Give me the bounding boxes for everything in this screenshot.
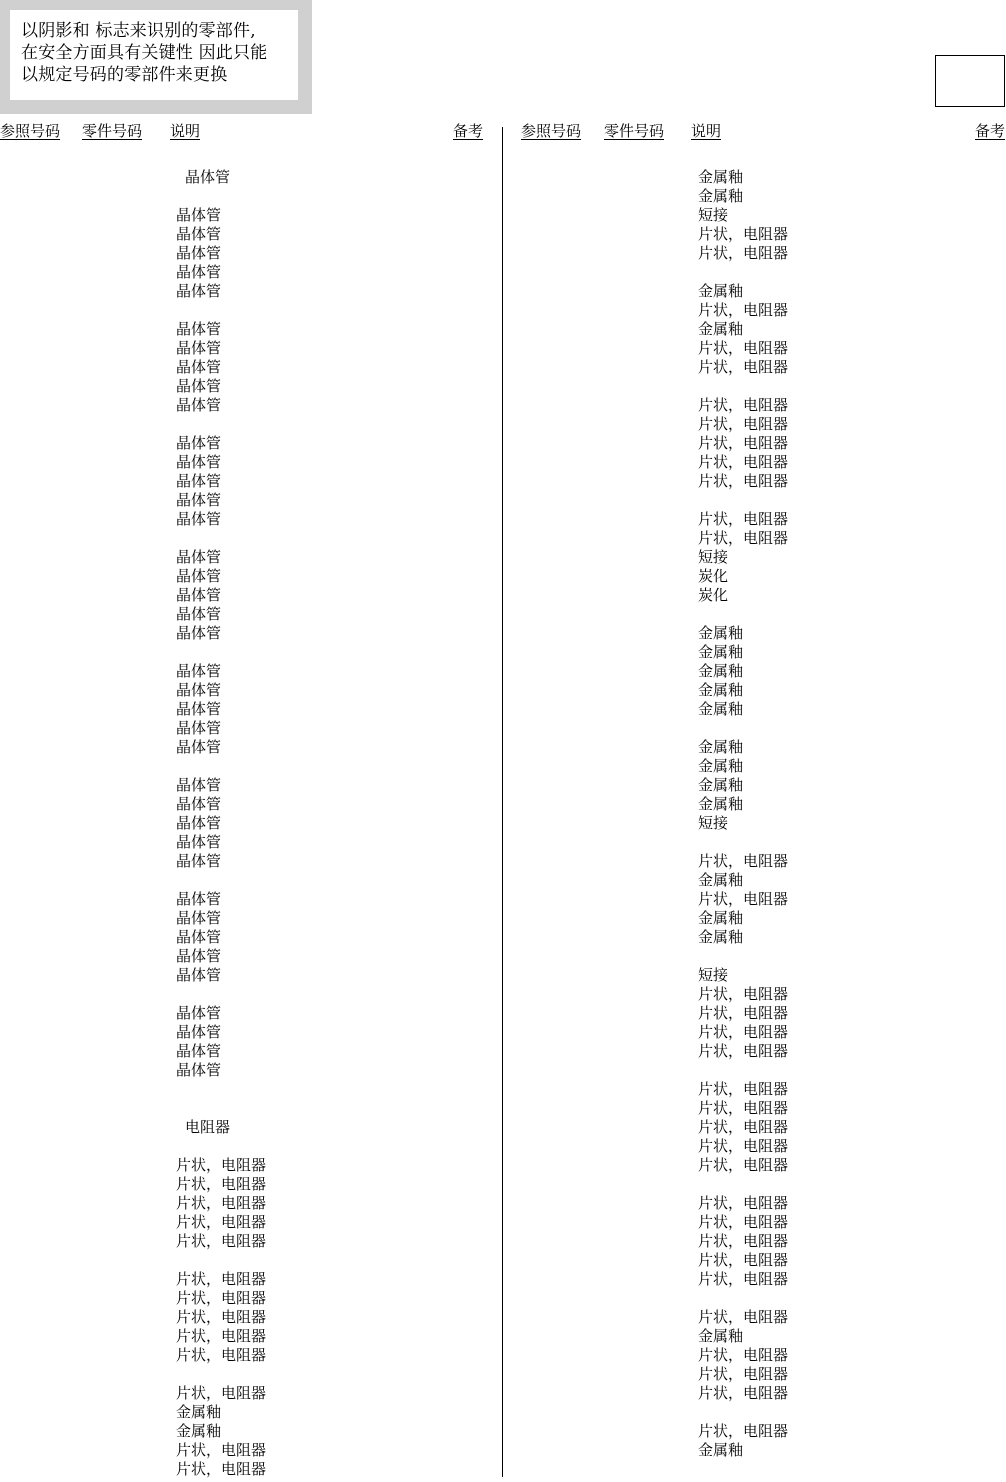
list-item: 片状，电阻器	[698, 1270, 789, 1288]
list-item: 片状，电阻器	[698, 1023, 789, 1041]
list-spacer	[176, 1251, 266, 1270]
list-item: 片状，电阻器	[698, 1251, 789, 1269]
list-item: 片状，电阻器	[698, 1232, 789, 1250]
list-item: 片状，电阻器	[698, 1004, 789, 1022]
list-item: 晶体管	[176, 852, 222, 870]
list-item: 晶体管	[176, 567, 222, 585]
list-spacer	[698, 719, 788, 738]
list-item: 金属釉	[698, 282, 744, 300]
list-item: 晶体管	[176, 548, 222, 566]
list-spacer	[698, 1403, 788, 1422]
list-item: 晶体管	[176, 377, 222, 395]
list-item: 片状，电阻器	[176, 1308, 267, 1326]
list-spacer	[176, 529, 266, 548]
list-item: 片状，电阻器	[176, 1384, 267, 1402]
right-header-description: 说明	[691, 122, 722, 140]
list-spacer	[698, 263, 788, 282]
list-item: 晶体管	[176, 282, 222, 300]
list-item: 金属釉	[698, 643, 744, 661]
list-spacer	[176, 1080, 266, 1099]
list-item: 金属釉	[176, 1422, 222, 1440]
list-item: 晶体管	[176, 491, 222, 509]
list-item: 片状，电阻器	[698, 1156, 789, 1174]
list-item: 晶体管	[176, 1004, 222, 1022]
safety-notice-text	[10, 10, 298, 100]
page-number-box	[935, 55, 1005, 107]
list-item: 金属釉	[698, 187, 744, 205]
list-item: 晶体管	[176, 434, 222, 452]
notice-line-3: 以规定号码的零部件来更换	[21, 65, 228, 85]
list-item: 金属釉	[698, 871, 744, 889]
list-item: 晶体管	[176, 510, 222, 528]
list-item: 晶体管	[176, 339, 222, 357]
list-item: 片状，电阻器	[698, 1422, 789, 1440]
list-item: 片状，电阻器	[176, 1232, 267, 1250]
left-header-ref-no: 参照号码	[0, 122, 61, 140]
list-item: 片状，电阻器	[698, 1384, 789, 1402]
list-spacer	[698, 1289, 788, 1308]
list-item: 晶体管	[176, 206, 222, 224]
list-item: 晶体管	[176, 700, 222, 718]
list-item: 晶体管	[176, 890, 222, 908]
list-item: 金属釉	[698, 168, 744, 186]
list-spacer	[698, 947, 788, 966]
list-spacer	[176, 415, 266, 434]
list-item: 晶体管	[176, 1061, 222, 1079]
list-item: 晶体管	[176, 586, 222, 604]
list-item: 片状，电阻器	[176, 1441, 267, 1459]
list-item: 晶体管	[176, 396, 222, 414]
list-spacer	[176, 187, 266, 206]
right-header-part-no: 零件号码	[604, 122, 665, 140]
notice-line-2: 在安全方面具有关键性 因此只能	[21, 43, 268, 63]
list-item: 片状，电阻器	[698, 358, 789, 376]
left-header-description: 说明	[170, 122, 201, 140]
list-item: 片状，电阻器	[698, 1194, 789, 1212]
list-item: 片状，电阻器	[698, 1080, 789, 1098]
list-item: 片状，电阻器	[176, 1460, 267, 1478]
list-item: 片状，电阻器	[698, 301, 789, 319]
list-item: 晶体管	[176, 833, 222, 851]
list-item: 片状，电阻器	[698, 1308, 789, 1326]
list-item: 晶体管	[176, 453, 222, 471]
list-item: 片状，电阻器	[698, 985, 789, 1003]
list-item: 晶体管	[176, 814, 222, 832]
list-item: 金属釉	[698, 795, 744, 813]
list-item: 片状，电阻器	[176, 1213, 267, 1231]
list-item: 金属釉	[698, 757, 744, 775]
list-item: 片状，电阻器	[698, 529, 789, 547]
list-item: 片状，电阻器	[698, 852, 789, 870]
list-item: 晶体管	[176, 909, 222, 927]
list-item: 晶体管	[176, 662, 222, 680]
list-spacer	[176, 757, 266, 776]
list-item: 晶体管	[176, 263, 222, 281]
column-divider	[502, 127, 503, 1477]
list-item: 金属釉	[698, 776, 744, 794]
list-spacer	[176, 1099, 266, 1118]
list-item: 晶体管	[176, 966, 222, 984]
list-spacer	[176, 871, 266, 890]
list-item: 炭化	[698, 567, 729, 585]
left-header-remarks: 备考	[453, 122, 484, 140]
list-spacer	[176, 643, 266, 662]
list-item: 金属釉	[698, 1327, 744, 1345]
list-item: 晶体管	[176, 244, 222, 262]
list-item: 片状，电阻器	[698, 1346, 789, 1364]
right-header-remarks: 备考	[975, 122, 1006, 140]
section-heading: 晶体管	[185, 168, 231, 186]
list-item: 炭化	[698, 586, 729, 604]
list-item: 晶体管	[176, 472, 222, 490]
list-item: 片状，电阻器	[698, 453, 789, 471]
list-item: 片状，电阻器	[698, 415, 789, 433]
list-item: 金属釉	[698, 624, 744, 642]
list-item: 金属釉	[698, 681, 744, 699]
list-spacer	[176, 1365, 266, 1384]
notice-line-1: 以阴影和 标志来识别的零部件,	[21, 21, 256, 41]
list-item: 短接	[698, 966, 729, 984]
list-item: 晶体管	[176, 738, 222, 756]
list-item: 片状，电阻器	[698, 1137, 789, 1155]
list-item: 晶体管	[176, 776, 222, 794]
list-item: 金属釉	[698, 928, 744, 946]
list-item: 晶体管	[176, 320, 222, 338]
list-item: 晶体管	[176, 1042, 222, 1060]
list-item: 金属釉	[698, 909, 744, 927]
safety-notice	[0, 0, 312, 114]
list-item: 片状，电阻器	[698, 339, 789, 357]
right-description-list	[698, 168, 788, 1460]
list-spacer	[698, 1175, 788, 1194]
list-item: 片状，电阻器	[698, 1213, 789, 1231]
list-item: 晶体管	[176, 358, 222, 376]
list-item: 晶体管	[176, 225, 222, 243]
list-item: 片状，电阻器	[176, 1346, 267, 1364]
list-item: 片状，电阻器	[698, 244, 789, 262]
list-item: 片状，电阻器	[176, 1270, 267, 1288]
list-spacer	[698, 605, 788, 624]
list-spacer	[698, 833, 788, 852]
list-item: 晶体管	[176, 624, 222, 642]
list-item: 金属釉	[698, 700, 744, 718]
list-item: 晶体管	[176, 605, 222, 623]
list-spacer	[176, 1137, 266, 1156]
list-item: 晶体管	[176, 1023, 222, 1041]
list-item: 短接	[698, 814, 729, 832]
list-spacer	[176, 985, 266, 1004]
list-item: 片状，电阻器	[698, 1365, 789, 1383]
list-item: 金属釉	[698, 1441, 744, 1459]
left-header-part-no: 零件号码	[82, 122, 143, 140]
list-item: 片状，电阻器	[176, 1175, 267, 1193]
list-item: 片状，电阻器	[698, 1042, 789, 1060]
list-spacer	[698, 491, 788, 510]
list-item: 片状，电阻器	[698, 434, 789, 452]
list-item: 晶体管	[176, 947, 222, 965]
list-item: 晶体管	[176, 681, 222, 699]
list-item: 片状，电阻器	[176, 1289, 267, 1307]
list-item: 片状，电阻器	[698, 1118, 789, 1136]
left-description-list	[176, 168, 266, 1479]
list-item: 片状，电阻器	[176, 1156, 267, 1174]
list-item: 金属釉	[698, 320, 744, 338]
list-item: 金属釉	[698, 662, 744, 680]
list-item: 短接	[698, 206, 729, 224]
list-item: 晶体管	[176, 719, 222, 737]
list-spacer	[698, 1061, 788, 1080]
list-item: 片状，电阻器	[698, 1099, 789, 1117]
list-item: 片状，电阻器	[698, 472, 789, 490]
list-item: 片状，电阻器	[176, 1327, 267, 1345]
list-item: 片状，电阻器	[698, 396, 789, 414]
list-spacer	[698, 377, 788, 396]
list-item: 片状，电阻器	[176, 1194, 267, 1212]
list-item: 金属釉	[698, 738, 744, 756]
list-item: 片状，电阻器	[698, 890, 789, 908]
list-item: 片状，电阻器	[698, 225, 789, 243]
list-item: 短接	[698, 548, 729, 566]
list-item: 片状，电阻器	[698, 510, 789, 528]
list-item: 晶体管	[176, 795, 222, 813]
list-spacer	[176, 301, 266, 320]
section-heading: 电阻器	[185, 1118, 231, 1136]
list-item: 金属釉	[176, 1403, 222, 1421]
right-header-ref-no: 参照号码	[521, 122, 582, 140]
list-item: 晶体管	[176, 928, 222, 946]
